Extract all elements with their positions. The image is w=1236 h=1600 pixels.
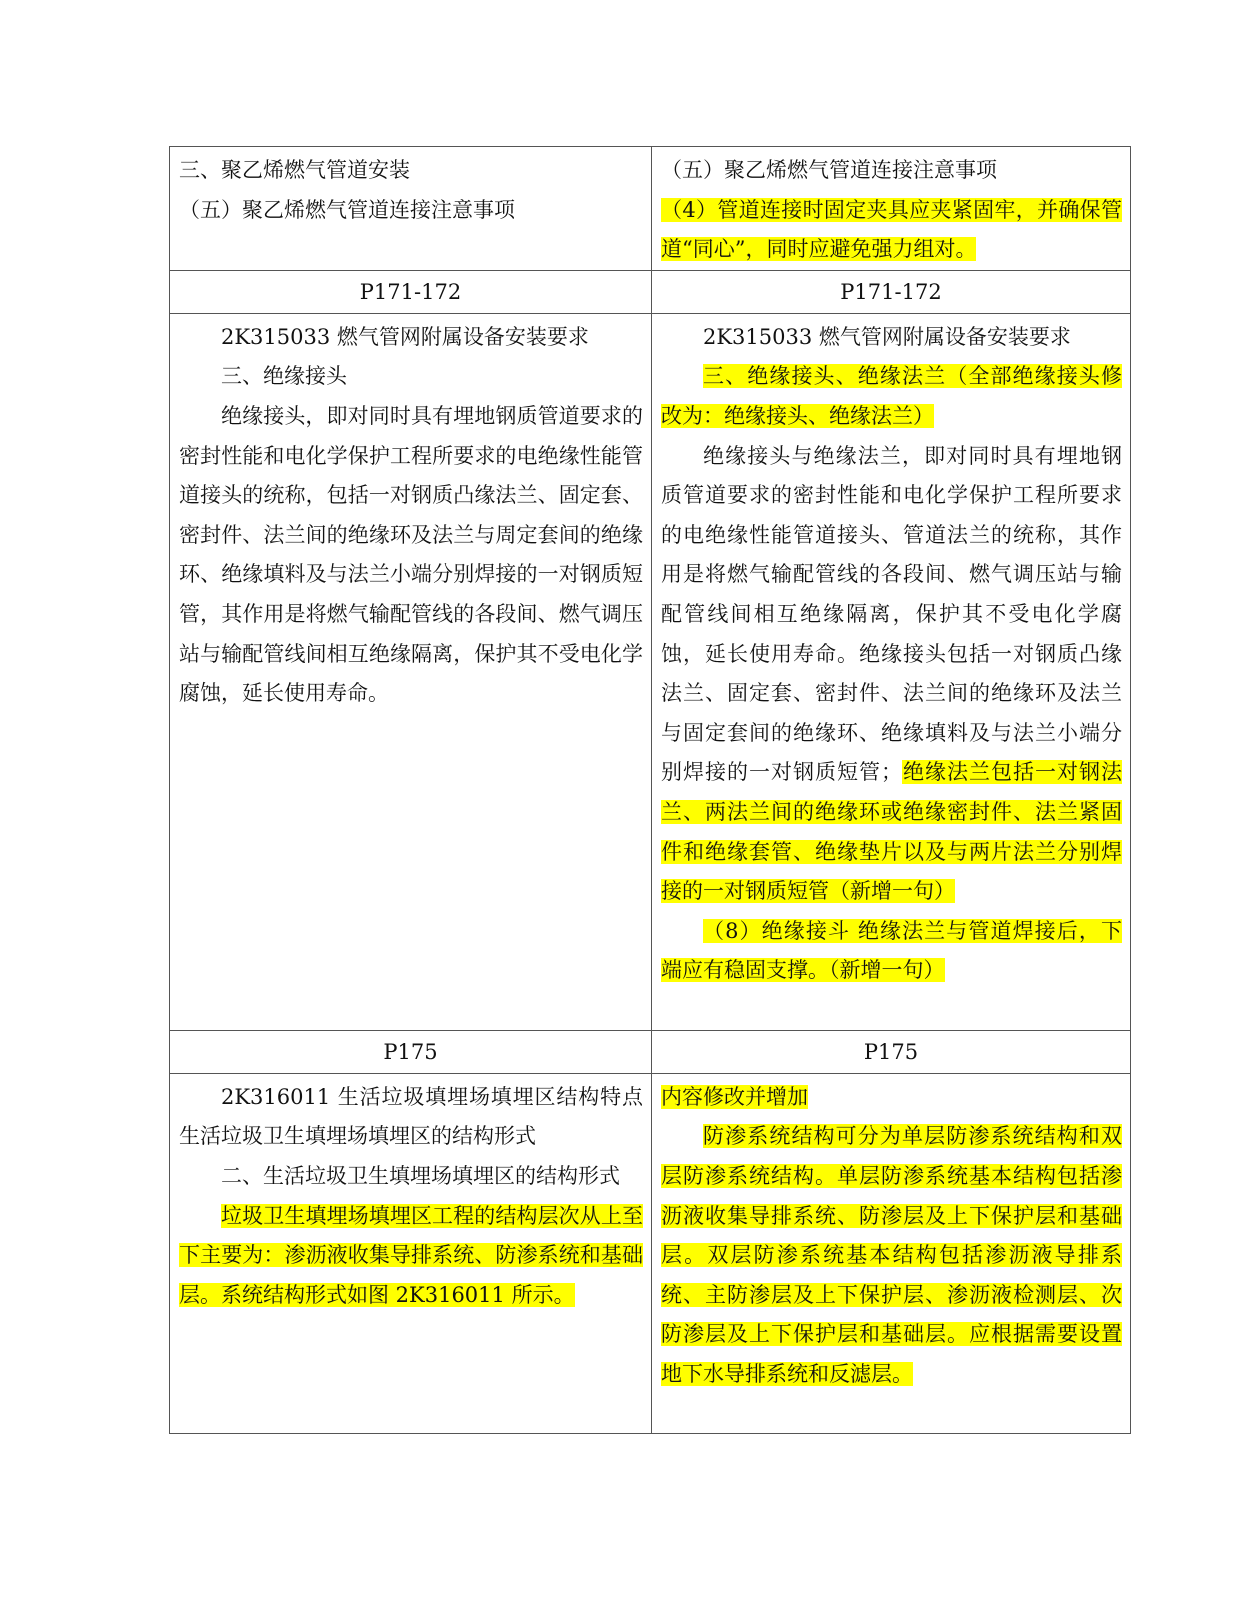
highlighted-change: 垃圾卫生填埋场填埋区工程的结构层次从上至下主要为：渗沥液收集导排系统、防渗系统和基础层。系统结构形式如图 2K316011 所示。 bbox=[179, 1203, 643, 1307]
new-text-cell bbox=[652, 313, 1131, 1030]
comparison-table bbox=[169, 146, 1131, 1434]
page-ref-old: P175 bbox=[170, 1030, 652, 1073]
table-row bbox=[170, 313, 1131, 1030]
section-title: 2K316011 生活垃圾填埋场填埋区结构特点生活垃圾卫生填埋场填埋区的结构形式 bbox=[179, 1084, 643, 1149]
old-text-cell bbox=[170, 313, 652, 1030]
subsection-heading: （五）聚乙烯燃气管道连接注意事项 bbox=[179, 197, 515, 222]
highlighted-change: （8）绝缘接斗 绝缘法兰与管道焊接后，下端应有稳固支撑。（新增一句） bbox=[661, 918, 1122, 983]
section-title: 2K315033 燃气管网附属设备安装要求 bbox=[703, 324, 1071, 349]
table-row bbox=[170, 147, 1131, 271]
highlighted-change: （4）管道连接时固定夹具应夹紧固牢，并确保管道“同心”，同时应避免强力组对。 bbox=[661, 197, 1122, 262]
section-heading: 三、聚乙烯燃气管道安装 bbox=[179, 158, 410, 182]
highlighted-change: 三、绝缘接头、绝缘法兰（全部绝缘接头修改为：绝缘接头、绝缘法兰） bbox=[661, 364, 1122, 428]
subsection-heading: （五）聚乙烯燃气管道连接注意事项 bbox=[661, 158, 997, 182]
highlighted-change: 绝缘法兰包括一对钢法兰、两法兰间的绝缘环或绝缘密封件、法兰紧固件和绝缘套管、绝缘垫片以及与两片法兰分别焊接的一对钢质短管（新增一句） bbox=[661, 760, 1122, 904]
page-ref-old: P171-172 bbox=[170, 270, 652, 313]
table-row bbox=[170, 270, 1131, 313]
page-ref-new: P171-172 bbox=[652, 270, 1131, 313]
subsection-title: 二、生活垃圾卫生填埋场填埋区的结构形式 bbox=[221, 1163, 620, 1188]
new-text-cell bbox=[652, 1073, 1131, 1433]
body-paragraph: 绝缘接头，即对同时具有埋地钢质管道要求的密封性能和电化学保护工程所要求的电绝缘性能管道接头的统称，包括一对钢质凸缘法兰、固定套、密封件、法兰间的绝缘环及法兰与周定套间的绝缘环、绝缘填料及与法兰小端分别焊接的一对钢质短管，其作用是将燃气输配管线的各段间、燃气调压站与输配管线间相互绝缘隔离，保护其不受电化学腐蚀，延长使用寿命。 bbox=[179, 403, 643, 706]
subsection-title: 三、绝缘接头 bbox=[221, 364, 347, 389]
page-ref-new: P175 bbox=[652, 1030, 1131, 1073]
body-paragraph: 绝缘接头与绝缘法兰，即对同时具有埋地钢质管道要求的密封性能和电化学保护工程所要求的电绝缘性能管道接头、管道法兰的统称，其作用是将燃气输配管线的各段间、燃气调压站与输配管线间相互绝缘隔离，保护其不受电化学腐蚀，延长使用寿命。绝缘接头包括一对钢质凸缘法兰、固定套、密封件、法兰间的绝缘环及法兰与固定套间的绝缘环、绝缘填料及与法兰小端分别焊接的一对钢质短管； bbox=[661, 443, 1122, 785]
section-title: 2K315033 燃气管网附属设备安装要求 bbox=[221, 324, 589, 349]
new-text-cell bbox=[652, 147, 1131, 271]
old-text-cell bbox=[170, 147, 652, 271]
table-row bbox=[170, 1073, 1131, 1433]
old-text-cell bbox=[170, 1073, 652, 1433]
change-note: 内容修改并增加 bbox=[661, 1084, 808, 1109]
highlighted-change: 防渗系统结构可分为单层防渗系统结构和双层防渗系统结构。单层防渗系统基本结构包括渗沥液收集导排系统、防渗层及上下保护层和基础层。双层防渗系统基本结构包括渗沥液导排系统、主防渗层及上下保护层、渗沥液检测层、次防渗层及上下保护层和基础层。应根据需要设置地下水导排系统和反滤层。 bbox=[661, 1124, 1122, 1386]
table-row bbox=[170, 1030, 1131, 1073]
